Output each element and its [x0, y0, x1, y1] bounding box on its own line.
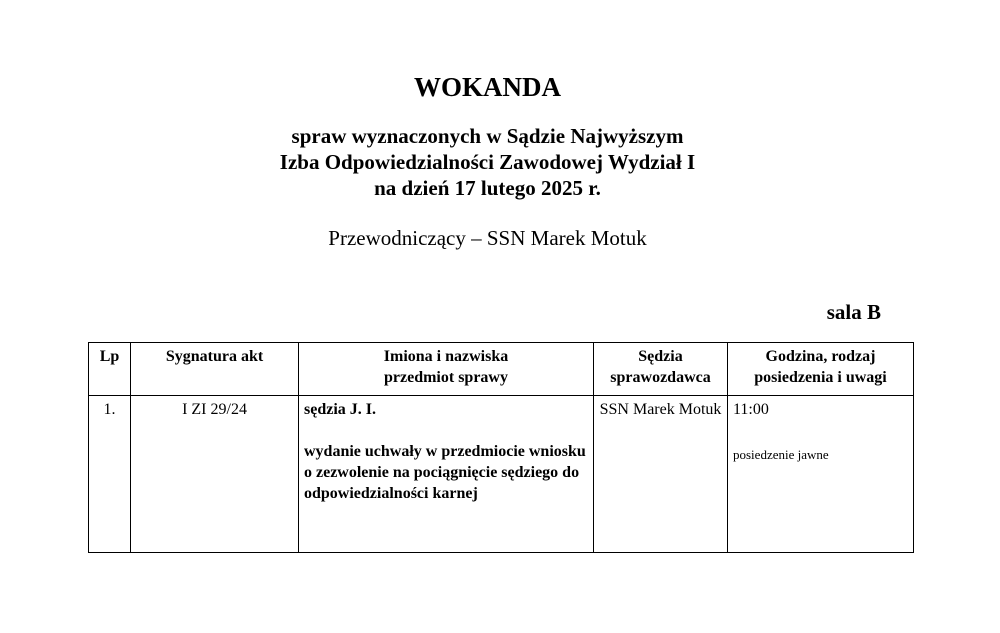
header-names-line2: przedmiot sprawy: [384, 369, 508, 386]
party-name: sędzia J. I.: [304, 401, 376, 418]
header-names-line1: Imiona i nazwiska: [383, 348, 509, 365]
header-judge: [594, 343, 728, 396]
cases-table: [88, 342, 914, 553]
cell-signature: I ZI 29/24: [131, 396, 299, 553]
header-names-subject: [299, 343, 594, 396]
subtitle-line-chamber: Izba Odpowiedzialności Zawodowej Wydział I: [279, 150, 696, 174]
session-time: 11:00: [733, 401, 769, 418]
subtitle-line-date: na dzień 17 lutego 2025 r.: [374, 176, 601, 200]
header-time: [728, 343, 914, 396]
cell-time: [728, 396, 914, 553]
header-judge-line2: sprawozdawca: [610, 369, 711, 386]
session-type: posiedzenie jawne: [733, 447, 829, 462]
header-lp: Lp: [89, 343, 131, 396]
cell-subject: [299, 396, 594, 553]
subtitle-line-court: spraw wyznaczonych w Sądzie Najwyższym: [291, 124, 684, 148]
case-subject: wydanie uchwały w przedmiocie wniosku o zezwolenie na pociągnięcie sędziego do odpowiedzialności karnej: [304, 443, 586, 502]
header-time-line1: Godzina, rodzaj: [765, 348, 876, 365]
document-title: WOKANDA: [414, 72, 561, 102]
document-subtitle: [0, 123, 975, 201]
room-label: sala B: [826, 300, 881, 324]
table-row: [89, 396, 914, 553]
header-signature: Sygnatura akt: [131, 343, 299, 396]
cell-judge: SSN Marek Motuk: [594, 396, 728, 553]
chairman-line: Przewodniczący – SSN Marek Motuk: [328, 226, 647, 250]
header-judge-line1: Sędzia: [638, 348, 683, 365]
table-header-row: [89, 343, 914, 396]
cell-lp: 1.: [89, 396, 131, 553]
spacer: [304, 420, 588, 441]
header-time-line2: posiedzenia i uwagi: [754, 369, 887, 386]
